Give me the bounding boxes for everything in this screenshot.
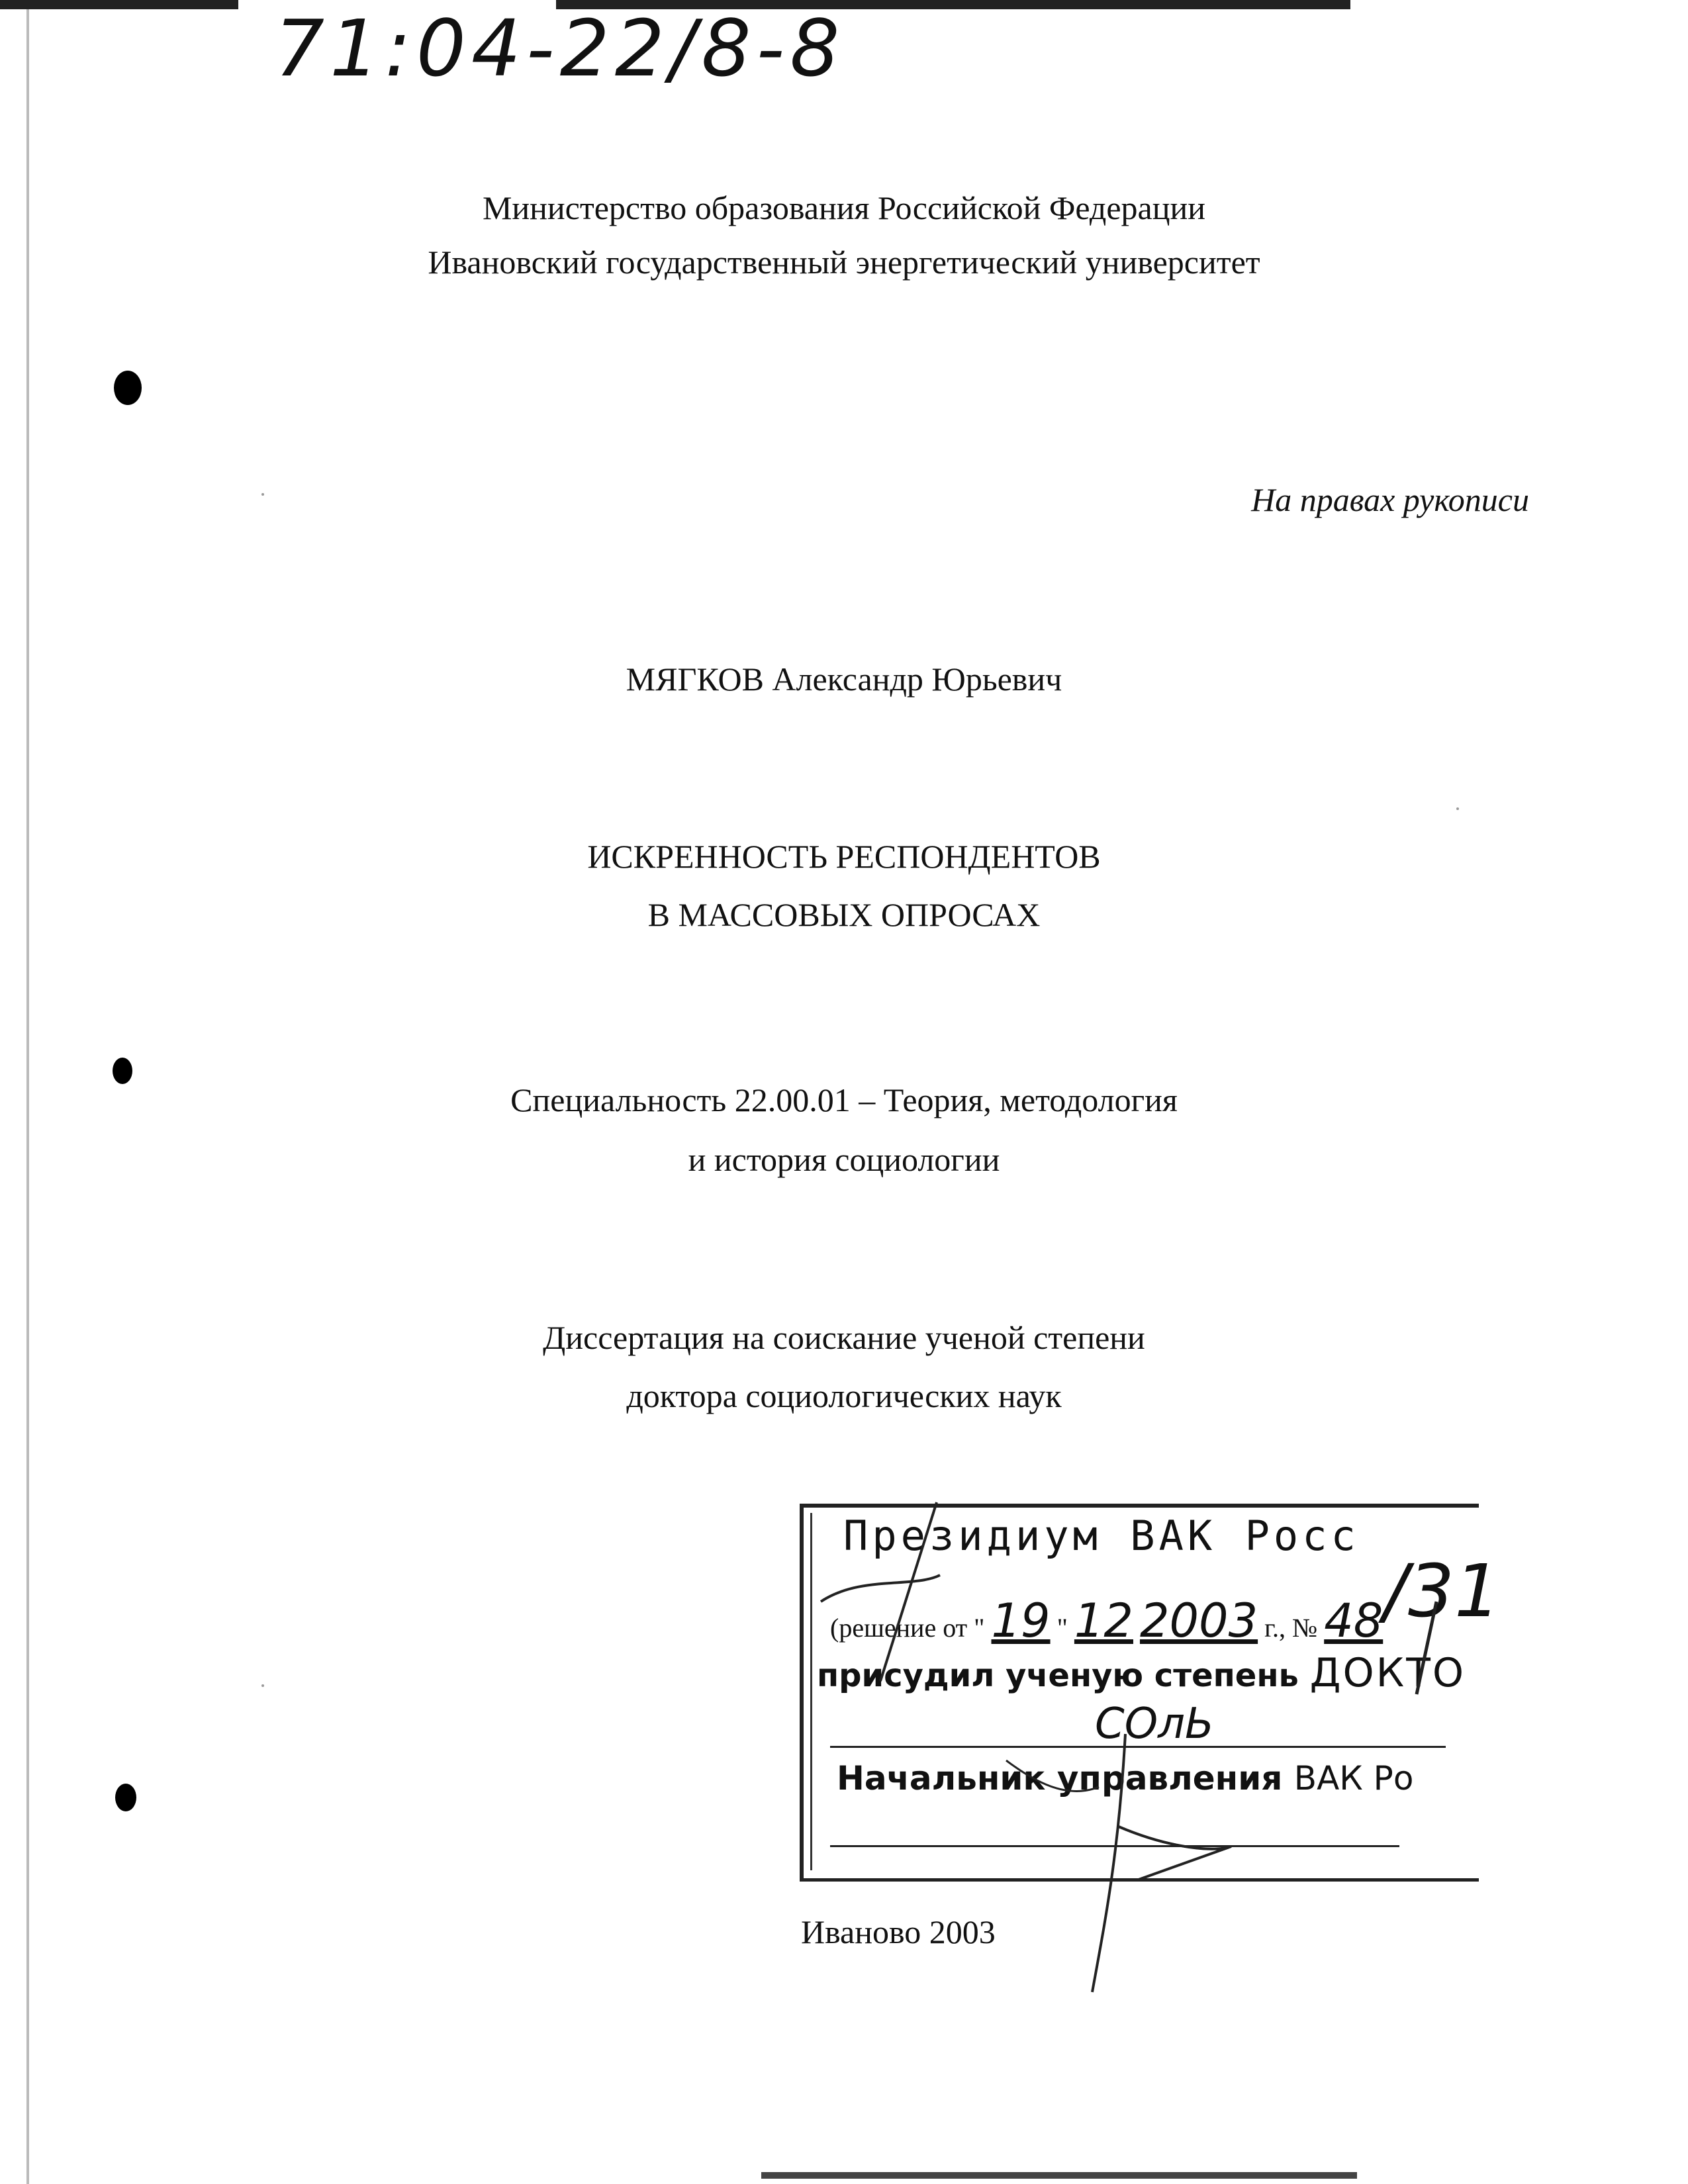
stamp-chief-title: Начальник управления bbox=[837, 1759, 1283, 1797]
title-line: В МАССОВЫХ ОПРОСАХ bbox=[647, 896, 1041, 933]
title-line: ИСКРЕННОСТЬ РЕСПОНДЕНТОВ bbox=[587, 838, 1101, 875]
city-year: Иваново 2003 bbox=[801, 1913, 996, 1950]
university-name: Ивановский государственный энергетический университет bbox=[428, 244, 1260, 281]
archive-code: 71:04-22/8-8 bbox=[275, 3, 845, 94]
stamp-decision-line: (решение от " 19 " 12 2003 г., № 48 bbox=[830, 1594, 1383, 1648]
stamp-initials: СОлЬ bbox=[1095, 1700, 1214, 1749]
degree-line: доктора социологических наук bbox=[626, 1377, 1062, 1414]
stamp-year: 2003 bbox=[1139, 1594, 1258, 1648]
stamp-number: 48 bbox=[1324, 1594, 1383, 1648]
stamp-month: 12 bbox=[1074, 1594, 1133, 1648]
stamp-presidium: Президиум ВАК Росс bbox=[843, 1512, 1360, 1560]
specialty-line: Специальность 22.00.01 – Теория, методология bbox=[510, 1081, 1178, 1118]
degree-line: Диссертация на соискание ученой степени bbox=[543, 1319, 1145, 1356]
stamp-awarded-prefix: присудил ученую степень bbox=[817, 1657, 1299, 1694]
stamp-awarded-degree: ДОКТО bbox=[1309, 1650, 1466, 1696]
specialty-line: и история социологии bbox=[688, 1141, 1000, 1178]
stamp-year-suffix: г., № bbox=[1264, 1613, 1318, 1643]
stamp-chief-org: ВАК Ро bbox=[1293, 1759, 1414, 1797]
rights-note: На правах рукописи bbox=[1251, 481, 1529, 518]
author-name: МЯГКОВ Александр Юрьевич bbox=[626, 660, 1062, 698]
stamp-day: 19 bbox=[991, 1594, 1051, 1648]
stamp-number-extra: /31 bbox=[1383, 1549, 1501, 1633]
stamp-decision-prefix: (решение от " bbox=[830, 1613, 985, 1643]
ministry-name: Министерство образования Российской Федерации bbox=[482, 189, 1206, 226]
